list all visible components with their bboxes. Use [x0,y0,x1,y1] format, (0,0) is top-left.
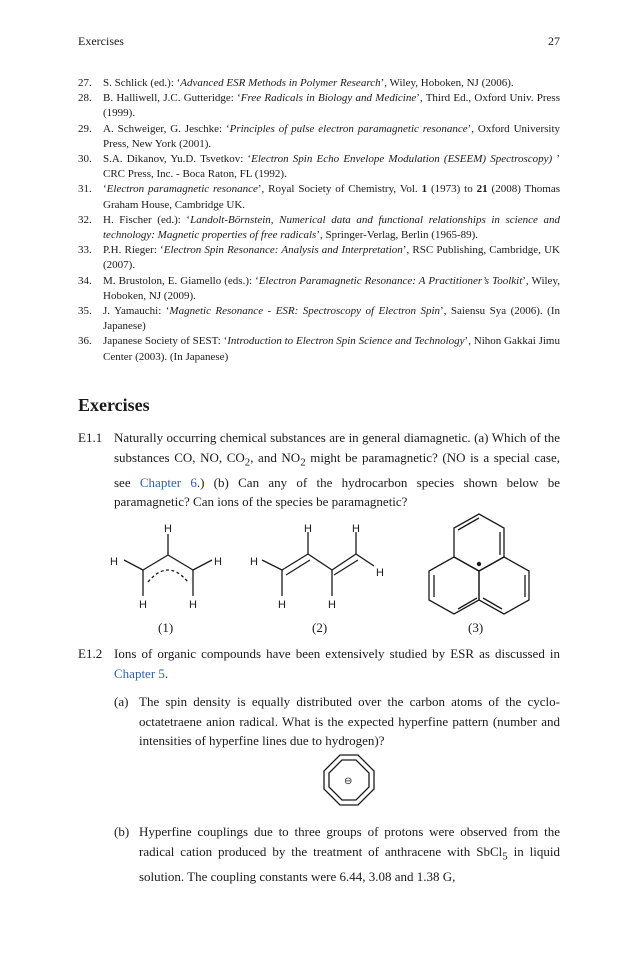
reference-item: 30. S.A. Dikanov, Yu.D. Tsvetkov: ‘Electron Spin Echo Envelope Modulation (ESEEM) Spectroscopy) ’ CRC Press, Inc. - Boca Raton, FL (1992). [78,153,560,181]
exercise-e1-2-b [114,822,560,886]
exercise-e1-1 [78,428,560,512]
exercise-e1-2 [78,644,560,683]
radical-dot [477,562,481,566]
exercise-text: Naturally occurring chemical substances are in general diamagnetic. (a) Which of the substances CO, NO, $CO_2$, and $NO_2$ might be paramagnetic? (NO is a special case, see Chapter 6.) (b) Can any of the hydrocarbon species shown below be paramagnetic? Can ions of the species be paramagnetic? [114,430,560,510]
exercise-number: E1.1 [78,430,103,445]
chapter-5-link[interactable]: Chapter 5 [114,665,165,681]
page-number: 27 [548,34,560,48]
reference-item: 35. J. Yamauchi: ‘Magnetic Resonance - ESR: Spectroscopy of Electron Spin’, Saiensu Sya (2006). (In Japanese) [78,305,560,333]
reference-item: 36. Japanese Society of SEST: ‘Introduction to Electron Spin Science and Technology’, Nihon Gakkai Jimu Center (2003). (In Japanese) [78,335,560,363]
reference-item: 29. A. Schweiger, G. Jeschke: ‘Principles of pulse electron paramagnetic resonance’, Oxford University Press, New York (2001). [78,122,561,150]
hydrogen-label: H [189,599,197,611]
hydrogen-label: H [214,556,222,568]
reference-item: 31. ‘Electron paramagnetic resonance’, Royal Society of Chemistry, Vol. 1 (1973) to 21 (2008) Thomas Graham House, Cambridge UK. [78,183,560,211]
reference-item: 33. P.H. Rieger: ‘Electron Spin Resonance: Analysis and Interpretation’, RSC Publishing, Cambridge, UK (2007). [78,244,560,272]
hydrogen-label: H [139,599,147,611]
sub-item-label: (b) [114,824,130,839]
negative-charge-icon: ⊖ [344,776,353,787]
sub-item-label: (a) [114,694,129,709]
exercise-number: E1.2 [78,646,103,661]
reference-item: 27. S. Schlick (ed.): ‘Advanced ESR Methods in Polymer Research’, Wiley, Hoboken, NJ (2006). [78,77,514,89]
sub-item-text: The spin density is equally distributed over the carbon atoms of the cyclo-octatetraene anion radical. What is the expected hyperfine pattern (number and intensities of hyperfine lines due to hydrogen)? [139,694,560,748]
header-section: Exercises [78,34,124,48]
chapter-6-link[interactable]: Chapter 6 [139,474,197,490]
reference-item: 34. M. Brustolon, E. Giamello (eds.): ‘Electron Paramagnetic Resonance: A Practitioner’s Toolkit’, Wiley, Hoboken, NJ (2009). [78,274,560,302]
hydrogen-label: H [328,599,336,611]
sub-item-text: Hyperfine couplings due to three groups of protons were observed from the radical cation produced by the treatment of anthracene with SbCl$_5$ in liquid solution. The coupling constants were 6.44, 3.08 and 1.38 G, [139,824,560,884]
exercise-text: Ions of organic compounds have been extensively studied by ESR as discussed in Chapter 5. [114,646,560,681]
cyclooctatetraene-anion-figure [321,752,377,808]
hydrogen-label: H [278,599,286,611]
hydrogen-label: H [352,523,360,535]
hydrogen-label: H [110,556,118,568]
hydrogen-label: H [164,523,172,535]
structure-3-label: (3) [468,620,484,635]
exercise-e1-2-a [114,692,560,751]
section-title: Exercises [78,395,150,415]
hydrogen-label: H [304,523,312,535]
reference-list [78,76,560,365]
reference-item: 28. B. Halliwell, J.C. Gutteridge: ‘Free Radicals in Biology and Medicine’, Third Ed., Oxford Univ. Press (1999). [78,92,560,120]
hydrogen-label: H [250,556,258,568]
structure-2-butadienyl [262,532,374,596]
hydrocarbon-structures-figure [90,510,550,640]
structure-1-label: (1) [158,620,174,635]
reference-item: 32. H. Fischer (ed.): ‘Landolt-Börnstein, Numerical data and functional relationships in science and technology: Magnetic properties of free radicals’, Springer-Verlag, Berlin (1965-89). [78,213,561,242]
running-header [78,34,560,50]
structure-2-label: (2) [312,620,328,635]
hydrogen-label: H [376,567,384,579]
structure-1-allyl [124,534,212,596]
